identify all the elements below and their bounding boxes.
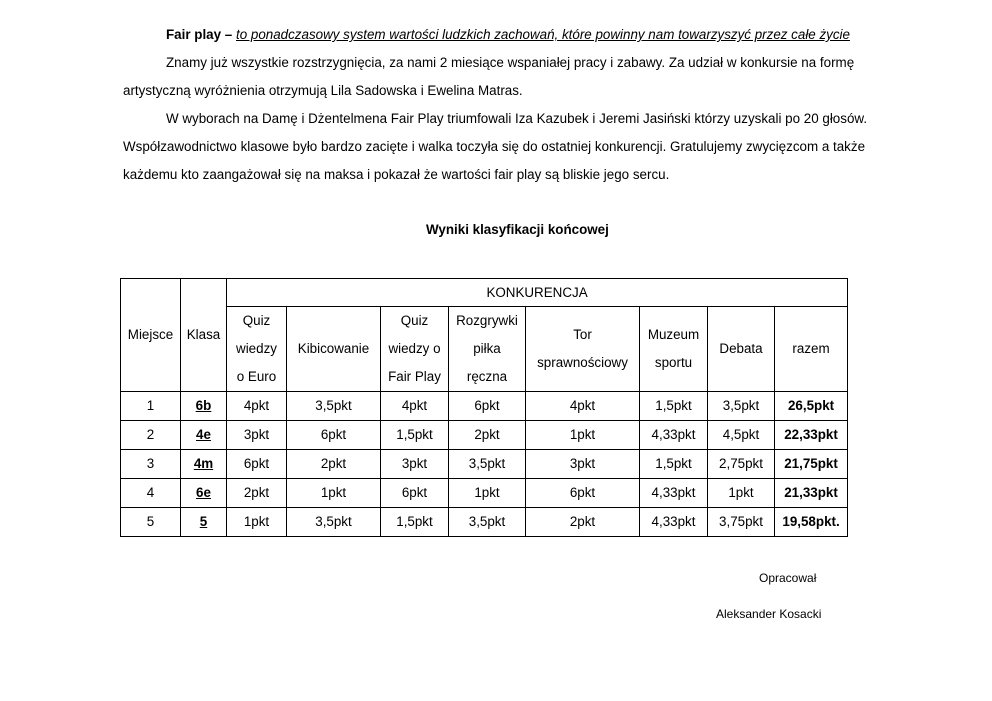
header-rozgrywki-line: ręczna xyxy=(466,369,508,384)
cell-quiz-euro: 2pkt xyxy=(227,479,287,508)
cell-quiz-fairplay: 1,5pkt xyxy=(381,421,449,450)
cell-rozgrywki: 6pkt xyxy=(449,392,526,421)
header-debata: Debata xyxy=(708,307,775,392)
cell-debata: 3,75pkt xyxy=(708,508,775,537)
cell-debata: 1pkt xyxy=(708,479,775,508)
title-bold: Fair play – xyxy=(166,27,233,42)
cell-klasa xyxy=(181,508,227,537)
cell-klasa xyxy=(181,450,227,479)
cell-rozgrywki: 2pkt xyxy=(449,421,526,450)
header-miejsce: Miejsce xyxy=(121,279,181,392)
header-quiz-euro-line: o Euro xyxy=(236,369,277,384)
klasa-value: 6e xyxy=(196,485,211,500)
table-row xyxy=(121,508,848,537)
klasa-value: 4m xyxy=(193,456,214,471)
cell-tor: 3pkt xyxy=(526,450,640,479)
header-quiz-euro xyxy=(227,307,287,392)
cell-quiz-fairplay: 3pkt xyxy=(381,450,449,479)
paragraph-2-line-1: W wyborach na Damę i Dżentelmena Fair Play triumfowali Iza Kazubek i Jeremi Jasiński którzy uzyskali po 20 głosów. xyxy=(166,111,868,126)
cell-muzeum: 4,33pkt xyxy=(640,421,708,450)
cell-quiz-euro: 3pkt xyxy=(227,421,287,450)
cell-muzeum: 4,33pkt xyxy=(640,508,708,537)
header-quiz-euro-line: wiedzy xyxy=(236,341,277,356)
paragraph-1-line-1: Znamy już wszystkie rozstrzygnięcia, za nami 2 miesiące wspaniałej pracy i zabawy. Za udział w konkursie na formę xyxy=(166,55,855,70)
header-kibicowanie: Kibicowanie xyxy=(287,307,381,392)
cell-miejsce: 5 xyxy=(121,508,181,537)
header-rozgrywki xyxy=(449,307,526,392)
title-subtitle: to ponadczasowy system wartości ludzkich zachowań, które powinny nam towarzyszyć przez całe życie xyxy=(235,27,850,42)
header-konkurencja: KONKURENCJA xyxy=(227,279,848,307)
klasa-value: 6b xyxy=(195,398,212,413)
table-row xyxy=(121,421,848,450)
header-rozgrywki-line: Rozgrywki xyxy=(456,313,518,328)
header-tor-line: Tor xyxy=(573,327,592,342)
cell-debata: 3,5pkt xyxy=(708,392,775,421)
cell-quiz-fairplay: 4pkt xyxy=(381,392,449,421)
cell-quiz-fairplay: 6pkt xyxy=(381,479,449,508)
cell-razem: 26,5pkt xyxy=(775,392,848,421)
cell-tor: 2pkt xyxy=(526,508,640,537)
header-muzeum-line: sportu xyxy=(654,355,693,370)
cell-razem: 21,75pkt xyxy=(775,450,848,479)
table-row xyxy=(121,392,848,421)
cell-muzeum: 1,5pkt xyxy=(640,392,708,421)
paragraph-2-line-2: Współzawodnictwo klasowe było bardzo zacięte i walka toczyła się do ostatniej konkurencji. Gratulujemy zwycięzcom a także xyxy=(123,139,866,154)
table-row xyxy=(121,450,848,479)
cell-razem: 22,33pkt xyxy=(775,421,848,450)
cell-tor: 1pkt xyxy=(526,421,640,450)
cell-miejsce: 1 xyxy=(121,392,181,421)
cell-kibicowanie: 6pkt xyxy=(287,421,381,450)
cell-muzeum: 4,33pkt xyxy=(640,479,708,508)
cell-miejsce: 4 xyxy=(121,479,181,508)
cell-miejsce: 3 xyxy=(121,450,181,479)
header-rozgrywki-line: piłka xyxy=(473,341,501,356)
header-quiz-euro-line: Quiz xyxy=(242,313,271,328)
cell-rozgrywki: 3,5pkt xyxy=(449,450,526,479)
header-tor xyxy=(526,307,640,392)
cell-razem: 19,58pkt. xyxy=(775,508,848,537)
header-quiz-fairplay-line: Fair Play xyxy=(388,369,441,384)
cell-tor: 4pkt xyxy=(526,392,640,421)
klasa-value: 5 xyxy=(199,514,208,529)
table-row xyxy=(121,479,848,508)
document-title xyxy=(166,27,850,42)
signature-name: Aleksander Kosacki xyxy=(716,607,822,621)
paragraph-2-line-3: każdemu kto zaangażował się na maksa i pokazał że wartości fair play są bliskie jego sercu. xyxy=(123,167,670,182)
table-header-row-2 xyxy=(121,307,848,392)
signature-label: Opracował xyxy=(759,571,817,585)
header-quiz-fairplay-line: wiedzy o xyxy=(388,341,441,356)
cell-kibicowanie: 2pkt xyxy=(287,450,381,479)
cell-kibicowanie: 1pkt xyxy=(287,479,381,508)
table-header-row-1 xyxy=(121,279,848,307)
header-razem: razem xyxy=(775,307,848,392)
header-muzeum-line: Muzeum xyxy=(647,327,700,342)
cell-kibicowanie: 3,5pkt xyxy=(287,392,381,421)
cell-klasa xyxy=(181,421,227,450)
header-quiz-fairplay xyxy=(381,307,449,392)
header-quiz-fairplay-line: Quiz xyxy=(400,313,429,328)
cell-rozgrywki: 1pkt xyxy=(449,479,526,508)
table-heading: Wyniki klasyfikacji końcowej xyxy=(426,222,609,237)
header-klasa: Klasa xyxy=(181,279,227,392)
results-table xyxy=(120,278,848,537)
cell-quiz-fairplay: 1,5pkt xyxy=(381,508,449,537)
cell-quiz-euro: 6pkt xyxy=(227,450,287,479)
cell-klasa xyxy=(181,479,227,508)
cell-kibicowanie: 3,5pkt xyxy=(287,508,381,537)
header-muzeum xyxy=(640,307,708,392)
cell-quiz-euro: 1pkt xyxy=(227,508,287,537)
cell-miejsce: 2 xyxy=(121,421,181,450)
cell-klasa xyxy=(181,392,227,421)
paragraph-1-line-2: artystyczną wyróżnienia otrzymują Lila Sadowska i Ewelina Matras. xyxy=(123,83,523,98)
cell-muzeum: 1,5pkt xyxy=(640,450,708,479)
klasa-value: 4e xyxy=(196,427,211,442)
cell-debata: 4,5pkt xyxy=(708,421,775,450)
cell-razem: 21,33pkt xyxy=(775,479,848,508)
header-tor-line: sprawnościowy xyxy=(537,355,628,370)
cell-quiz-euro: 4pkt xyxy=(227,392,287,421)
cell-tor: 6pkt xyxy=(526,479,640,508)
cell-debata: 2,75pkt xyxy=(708,450,775,479)
cell-rozgrywki: 3,5pkt xyxy=(449,508,526,537)
